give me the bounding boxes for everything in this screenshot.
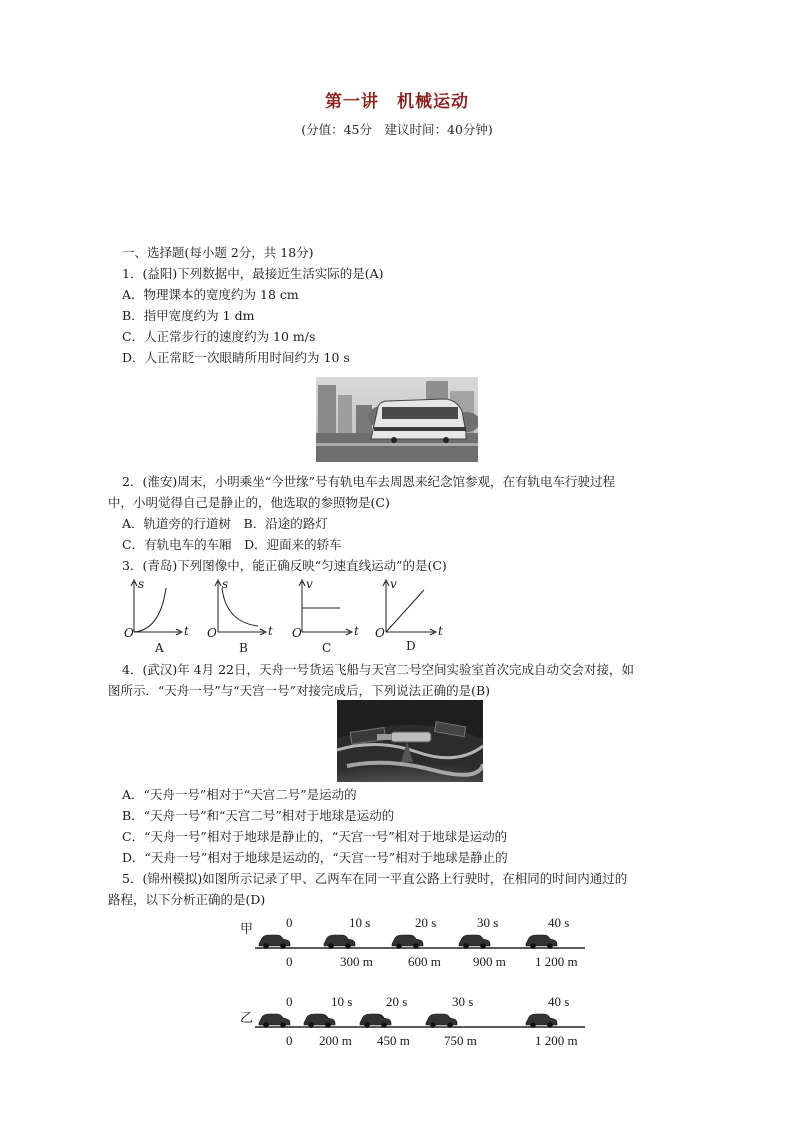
- graph-a-origin: O: [124, 626, 134, 640]
- q2-options-row2: C．有轨电车的车厢 D．迎面来的轿车: [122, 537, 342, 552]
- graph-d-origin: O: [375, 626, 385, 640]
- car-b-time-1: 10 s: [331, 994, 353, 1009]
- car-a-time-0: 0: [286, 915, 293, 930]
- car-a-time-2: 20 s: [415, 915, 437, 930]
- q5-stem-line2: 路程，以下分析正确的是(D): [108, 892, 266, 907]
- car-a-time-1: 10 s: [349, 915, 371, 930]
- spacecraft-photo: [337, 700, 483, 782]
- graph-c-caption: C: [322, 641, 332, 655]
- graph-d-caption: D: [406, 639, 416, 653]
- q1-stem: 1．(益阳)下列数据中，最接近生活实际的是(A): [122, 266, 384, 281]
- car-b-dist-3: 750 m: [444, 1033, 477, 1048]
- car-b-dist-4: 1 200 m: [535, 1033, 578, 1048]
- graph-d-xlabel: t: [438, 624, 443, 638]
- car-b-time-4: 40 s: [548, 994, 570, 1009]
- car-b-dist-1: 200 m: [319, 1033, 352, 1048]
- graph-c-origin: O: [292, 626, 302, 640]
- graph-c-ylabel: v: [306, 577, 313, 591]
- car-a-dist-0: 0: [286, 954, 293, 969]
- section-heading: 一、选择题(每小题 2分，共 18分): [122, 245, 314, 260]
- q4-option-b: B．“天舟一号”和“天宫二号”相对于地球是运动的: [122, 808, 395, 823]
- car-b-time-0: 0: [286, 994, 293, 1009]
- car-a-dist-1: 300 m: [340, 954, 373, 969]
- car-b-name: 乙: [240, 1010, 254, 1025]
- graph-b-xlabel: t: [268, 624, 273, 638]
- tram-photo: [316, 377, 478, 462]
- q5-stem-line1: 5．(锦州模拟)如图所示记录了甲、乙两车在同一平直公路上行驶时，在相同的时间内通过的: [122, 871, 628, 886]
- q1-option-b: B．指甲宽度约为 1 dm: [122, 308, 255, 323]
- q4-stem-line1: 4．(武汉)年 4月 22日，天舟一号货运飞船与天宫二号空间实验室首次完成自动交会对接，如: [122, 662, 635, 677]
- car-a-name: 甲: [240, 921, 254, 936]
- graph-a-xlabel: t: [184, 624, 189, 638]
- q2-options-row1: A．轨道旁的行道树 B．沿途的路灯: [122, 516, 328, 531]
- car-b-time-3: 30 s: [452, 994, 474, 1009]
- car-b-road: [255, 1009, 590, 1031]
- car-b-dist-0: 0: [286, 1033, 293, 1048]
- q3-stem: 3．(青岛)下列图像中，能正确反映“匀速直线运动”的是(C): [122, 558, 447, 573]
- q4-stem-line2: 图所示．“天舟一号”与“天宫一号”对接完成后，下列说法正确的是(B): [108, 683, 491, 698]
- page-title: 第一讲 机械运动: [325, 92, 469, 112]
- car-a-dist-2: 600 m: [408, 954, 441, 969]
- graph-a-caption: A: [155, 641, 164, 655]
- q1-option-a: A．物理课本的宽度约为 18 cm: [122, 287, 299, 302]
- graph-b-caption: B: [239, 641, 248, 655]
- car-a-road: [255, 930, 590, 952]
- car-a-dist-4: 1 200 m: [535, 954, 578, 969]
- graph-c-xlabel: t: [354, 624, 359, 638]
- graph-d-ylabel: v: [390, 577, 397, 591]
- q2-stem-line2: 中，小明觉得自己是静止的，他选取的参照物是(C): [108, 495, 390, 510]
- graph-b-ylabel: s: [222, 577, 229, 591]
- q1-option-d: D．人正常眨一次眼睛所用时间约为 10 s: [122, 350, 350, 365]
- q1-option-c: C．人正常步行的速度约为 10 m/s: [122, 329, 316, 344]
- graph-a-ylabel: s: [138, 577, 145, 591]
- page-subtitle: (分值：45分 建议时间：40分钟): [301, 122, 493, 137]
- car-a-time-4: 40 s: [548, 915, 570, 930]
- q4-option-c: C．“天舟一号”相对于地球是静止的，“天宫一号”相对于地球是运动的: [122, 829, 508, 844]
- q4-option-d: D．“天舟一号”相对于地球是运动的，“天宫一号”相对于地球是静止的: [122, 850, 508, 865]
- car-b-time-2: 20 s: [386, 994, 408, 1009]
- q2-stem-line1: 2．(淮安)周末，小明乘坐“今世缘”号有轨电车去周恩来纪念馆参观，在有轨电车行驶过程: [122, 474, 615, 489]
- q4-option-a: A．“天舟一号”相对于“天宫二号”是运动的: [122, 787, 357, 802]
- car-a-time-3: 30 s: [477, 915, 499, 930]
- graph-b-origin: O: [207, 626, 217, 640]
- car-a-dist-3: 900 m: [473, 954, 506, 969]
- car-b-dist-2: 450 m: [377, 1033, 410, 1048]
